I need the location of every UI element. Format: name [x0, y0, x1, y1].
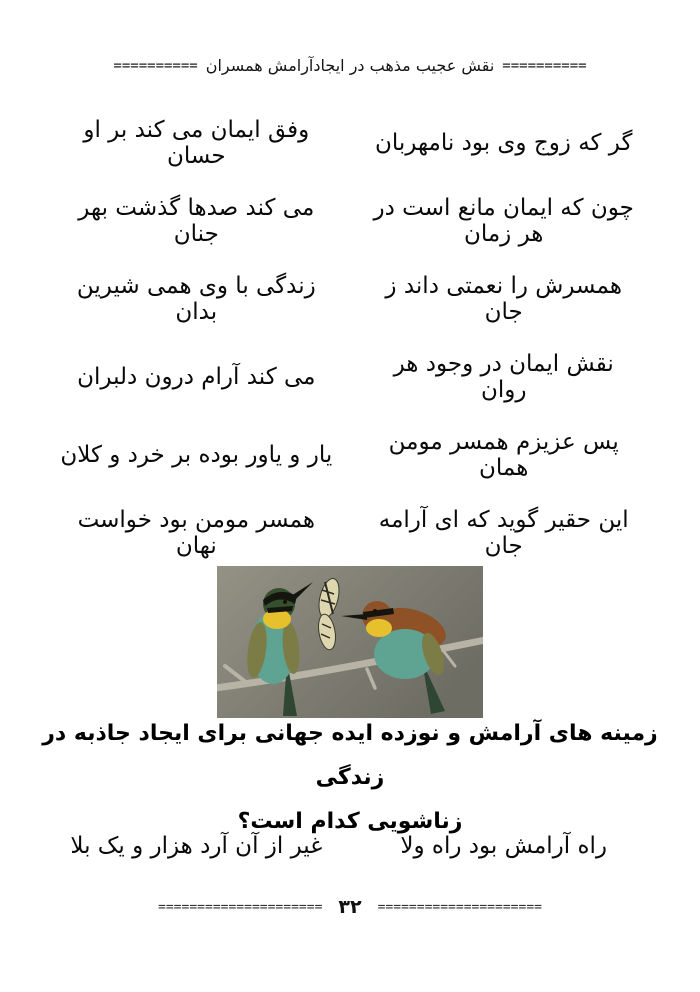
hemistich-right: چون که ایمان مانع است در هر زمان: [373, 195, 634, 247]
hemistich-left: می کند صدها گذشت بهر جنان: [78, 195, 315, 247]
couplet-row: [60, 260, 640, 338]
couplet-row: [60, 104, 640, 182]
couplet-row: [60, 182, 640, 260]
footer-decoration-right: =====================: [377, 899, 542, 915]
page-number: ۳۲: [338, 896, 362, 918]
hemistich-right: این حقیر گوید که ای آرامه جان: [378, 507, 629, 559]
question-heading-line2: زناشویی کدام است؟: [237, 809, 463, 834]
hemistich-right: پس عزیزم همسر مومن همان: [388, 429, 619, 481]
header-decoration-left: ==========: [113, 57, 198, 74]
footer-decoration-left: =====================: [158, 899, 323, 915]
page-title: نقش عجیب مذهب در ایجادآرامش همسران: [205, 56, 495, 75]
hemistich-right: گر که زوج وی بود نامهربان: [374, 130, 633, 156]
page-footer: [0, 896, 700, 918]
hemistich-right: نقش ایمان در وجود هر روان: [393, 351, 614, 403]
page-header: [0, 56, 700, 75]
hemistich-left: می کند آرام درون دلبران: [77, 364, 316, 390]
hemistich-right: همسرش را نعمتی داند ز جان: [385, 273, 622, 325]
hemistich-left: زندگی با وی همی شیرین بدان: [76, 273, 316, 325]
hemistich-left: غیر از آن آرد هزار و یک بلا: [70, 833, 323, 859]
hemistich-right: راه آرامش بود راه ولا: [400, 833, 608, 859]
hemistich-left: وفق ایمان می کند بر او حسان: [83, 117, 310, 169]
couplet-row: [60, 416, 640, 494]
hemistich-left: یار و یاور بوده بر خرد و کلان: [60, 442, 333, 468]
header-decoration-right: ==========: [502, 57, 587, 74]
bee-eaters-photo: [217, 566, 483, 718]
couplet-row: [60, 494, 640, 572]
hemistich-left: همسر مومن بود خواست نهان: [77, 507, 316, 559]
question-heading-line1: زمینه های آرامش و نوزده ایده جهانی برای ایجاد جاذبه در زندگی: [42, 721, 658, 790]
couplet-row: [60, 338, 640, 416]
poem-block: [60, 104, 640, 572]
closing-couplet: [60, 816, 640, 876]
